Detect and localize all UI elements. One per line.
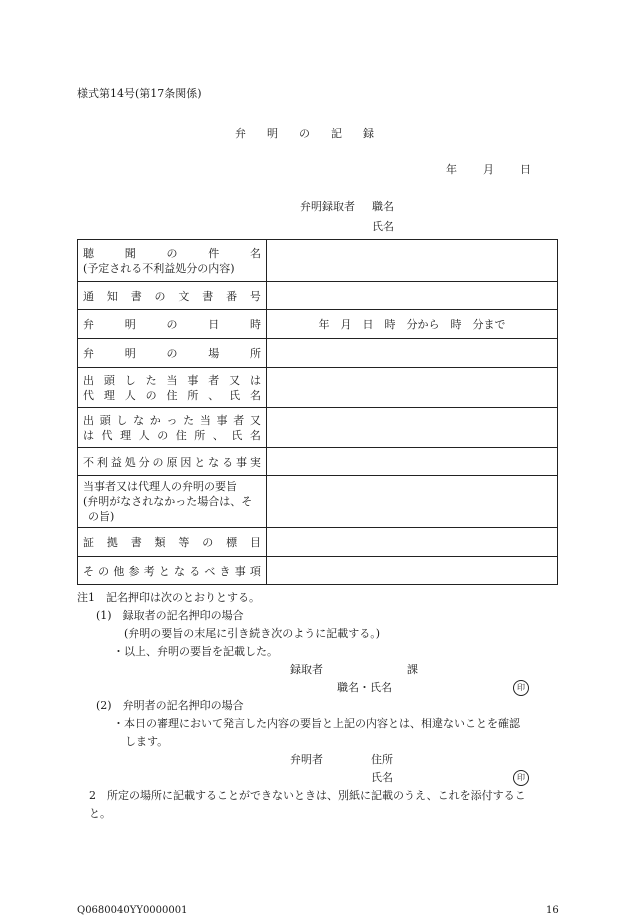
label-non-attending-party: 出 頭 し な か っ た 当 事 者 又 は 代 理 人 の 住 所 、 氏 名 (78, 408, 267, 448)
record-table (77, 239, 558, 585)
note-2: 2 所定の場所に記載することができないときは、別紙に記載のうえ、これを添付するこ (89, 789, 526, 802)
label-explanation-datetime: 弁 明 の 日 時 (78, 310, 267, 339)
table-row (78, 368, 558, 408)
label-evidence-list: 証 拠 書 類 等 の 標 目 (78, 528, 267, 557)
notes-section (77, 589, 526, 823)
table-row (78, 528, 558, 557)
date-day: 日 (520, 163, 531, 176)
note-1: 注1 記名押印は次のとおりとする。 (77, 591, 260, 604)
recorder-position-label: 職名 (372, 200, 394, 213)
note-1-2-explainer-line: 弁明者 住所 (290, 753, 393, 766)
note-1-1-recorder-line: 録取者 課 (290, 663, 418, 676)
recorder-label: 弁明録取者 (300, 200, 355, 213)
note-1-2-sample: ・本日の審理において発言した内容の要旨と上記の内容とは、相違ないことを確認 (113, 717, 520, 730)
value-attending-party (267, 368, 558, 408)
note-1-1-instruction: (弁明の要旨の末尾に引き続き次のように記載する。) (124, 627, 381, 640)
date-year: 年 (446, 163, 457, 176)
date-line (446, 161, 531, 177)
label-hearing-matter: 聴 聞 の 件 名 (予定される不利益処分の内容) (78, 240, 267, 282)
note-1-2-signature-line: 氏名 印 (77, 769, 526, 787)
form-number: 様式第14号(第17条関係) (77, 87, 202, 100)
table-row (78, 310, 558, 339)
date-month: 月 (483, 163, 494, 176)
recorder-block (300, 197, 394, 237)
table-row (78, 476, 558, 528)
seal-icon: 印 (513, 680, 529, 696)
label-attending-party: 出 頭 し た 当 事 者 又 は 代 理 人 の 住 所 、 氏 名 (78, 368, 267, 408)
note-1-1-signature-line: 職名・氏名 印 (77, 679, 526, 697)
value-explanation-place (267, 339, 558, 368)
table-row (78, 408, 558, 448)
label-other-references: そ の 他 参 考 と な る べ き 事 項 (78, 557, 267, 585)
label-notice-number: 通 知 書 の 文 書 番 号 (78, 282, 267, 310)
value-explanation-datetime: 年 月 日 時 分から 時 分まで (267, 310, 558, 339)
table-row (78, 557, 558, 585)
label-explanation-place: 弁 明 の 場 所 (78, 339, 267, 368)
note-1-1-sample: ・以上、弁明の要旨を記載した。 (113, 645, 278, 658)
seal-icon: 印 (513, 770, 529, 786)
value-cause-facts (267, 448, 558, 476)
value-non-attending-party (267, 408, 558, 448)
value-hearing-matter (267, 240, 558, 282)
recorder-name-label: 氏名 (372, 220, 394, 233)
document-title: 弁明の記録 (235, 127, 395, 140)
value-evidence-list (267, 528, 558, 557)
page-number: 16 (546, 905, 559, 916)
table-row (78, 339, 558, 368)
note-1-2-sample-cont: します。 (125, 735, 169, 748)
value-other-references (267, 557, 558, 585)
note-2-cont: と。 (89, 807, 111, 820)
label-explanation-summary: 当事者又は代理人の弁明の要旨 (弁明がなされなかった場合は、そ の旨) (78, 476, 267, 528)
value-explanation-summary (267, 476, 558, 528)
footer-code: Q0680040YY0000001 (77, 905, 188, 916)
note-1-2: (2) 弁明者の記名押印の場合 (96, 699, 244, 712)
label-cause-facts: 不 利 益 処 分 の 原 因 と な る 事 実 (78, 448, 267, 476)
table-row (78, 282, 558, 310)
value-notice-number (267, 282, 558, 310)
table-row (78, 448, 558, 476)
note-1-1: (1) 録取者の記名押印の場合 (96, 609, 244, 622)
table-row (78, 240, 558, 282)
